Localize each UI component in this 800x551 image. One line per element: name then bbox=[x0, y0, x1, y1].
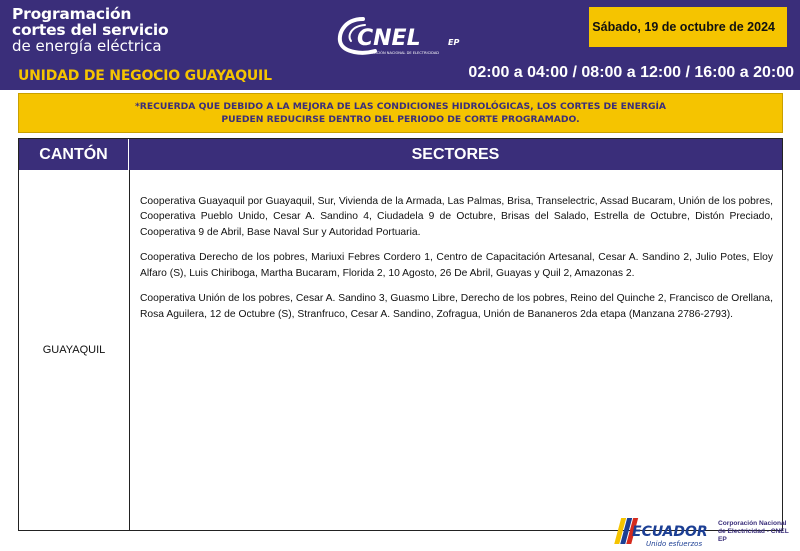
footer-slogan: Unido esfuerzos bbox=[646, 540, 703, 548]
business-unit-label: UNIDAD DE NEGOCIO GUAYAQUIL bbox=[18, 68, 272, 84]
title-line-3: de energía eléctrica bbox=[12, 36, 162, 55]
page-title bbox=[12, 6, 169, 54]
title-line-1: Programación bbox=[12, 5, 132, 23]
cnel-logo bbox=[335, 14, 475, 58]
schedule-times: 02:00 a 04:00 / 08:00 a 12:00 / 16:00 a 20:00 bbox=[468, 64, 794, 81]
sector-group: Cooperativa Guayaquil por Guayaquil, Sur, Vivienda de la Armada, Las Palmas, Brisa, Transelectric, Assad Bucaram, Unión de los pobres, Cooperativa Pueblo Unido, Cesar A. Sandino 4, Ciudadela 9 de Octubre, Brisas del Salado, Estrella de Octubre, Distón Preciado, Cooperativa 9 de Abril, Base Naval Sur y Autoridad Portuaria. bbox=[140, 196, 773, 238]
column-header-sectores: SECTORES bbox=[411, 145, 500, 163]
footer-brand: ECUADOR bbox=[632, 524, 708, 540]
logo-tagline: CORPORACIÓN NACIONAL DE ELECTRICIDAD bbox=[359, 51, 440, 55]
logo-word: CNEL bbox=[357, 26, 421, 51]
table-header bbox=[19, 139, 782, 170]
schedule-table bbox=[18, 138, 783, 531]
notice-line-1: *RECUERDA QUE DEBIDO A LA MEJORA DE LAS CONDICIONES HIDROLÓGICAS, LOS CORTES DE ENERGÍA bbox=[134, 100, 667, 112]
footer-corp-line-1: Corporación Nacional bbox=[718, 520, 787, 527]
date-text: Sábado, 19 de octubre de 2024 bbox=[592, 20, 775, 34]
sectores-cell bbox=[140, 194, 773, 332]
column-divider bbox=[129, 170, 130, 530]
footer-corporation bbox=[718, 520, 798, 545]
canton-cell: GUAYAQUIL bbox=[42, 344, 106, 356]
sector-group: Cooperativa Unión de los pobres, Cesar A. Sandino 3, Guasmo Libre, Derecho de los pobres, Reino del Quinche 2, Francisco de Orellana, Rosa Aguilera, 12 de Octubre (S), Stranfruco, Cesar A. Sandino, Zofragua, Unión de Bananeros 2da etapa (Manzana 2786-2793). bbox=[140, 293, 773, 320]
column-header-canton: CANTÓN bbox=[19, 139, 129, 170]
sector-group: Cooperativa Derecho de los pobres, Mariuxi Febres Cordero 1, Centro de Capacitación Artesanal, Cesar A. Sandino 2, Julio Potes, Eloy Alfaro (S), Luis Chiriboga, Martha Bucaram, Florida 2, 10 Agosto, 26 De Abril, Guayas y Quil 2, Amazonas 2. bbox=[140, 252, 773, 279]
header-banner bbox=[0, 0, 800, 90]
date-badge bbox=[589, 7, 787, 47]
notice-line-2: PUEDEN REDUCIRSE DENTRO DEL PERIODO DE CORTE PROGRAMADO. bbox=[221, 114, 580, 125]
footer-corp-line-2: de Electricidad - CNEL EP bbox=[718, 528, 789, 544]
logo-suffix: EP bbox=[448, 38, 460, 47]
notice-banner bbox=[18, 93, 783, 133]
title-line-2: cortes del servicio bbox=[12, 21, 169, 40]
